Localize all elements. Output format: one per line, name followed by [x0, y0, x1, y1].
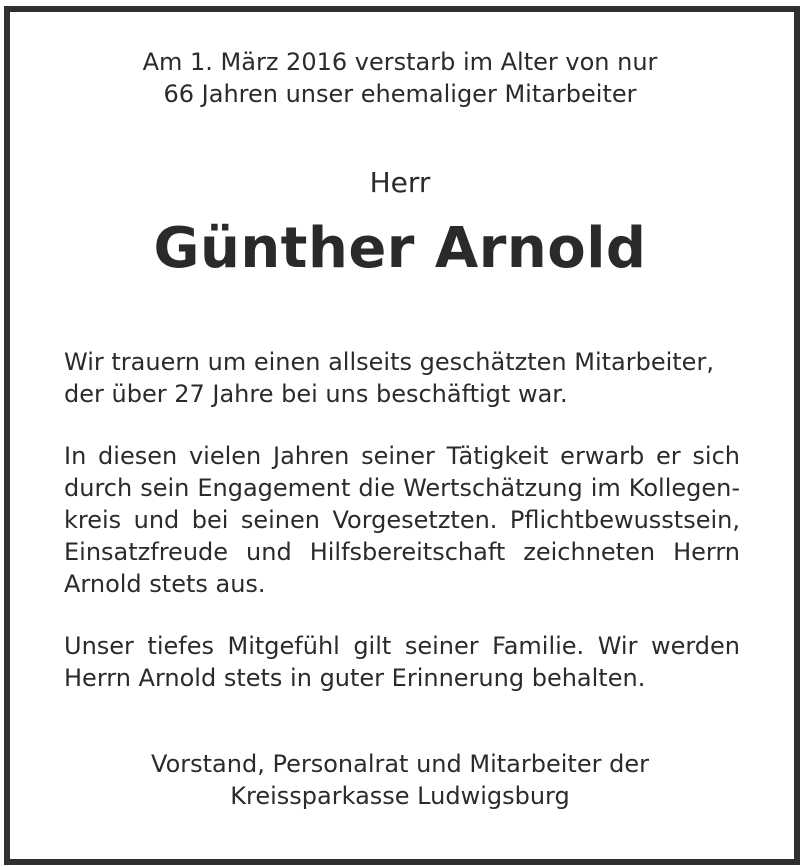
- paragraph-line: Arnold stets aus.: [64, 570, 266, 598]
- intro-line-2: 66 Jahren unser ehemaliger Mitarbeiter: [163, 80, 637, 108]
- paragraph-tribute: [64, 440, 740, 600]
- paragraph-condolence: [64, 346, 740, 410]
- paragraph-line: durch sein Engagement die Wertschätzung im Kollegen-: [64, 474, 740, 502]
- honorific: Herr: [369, 166, 431, 199]
- paragraph-sympathy: [64, 630, 740, 694]
- paragraph-line: Herrn Arnold stets in guter Erinnerung behalten.: [64, 664, 646, 692]
- signature-line-2: Kreissparkasse Ludwigsburg: [230, 782, 570, 810]
- paragraph-line: kreis und bei seinen Vorgesetzten. Pflichtbewusstsein,: [64, 506, 740, 534]
- intro-text: [0, 46, 800, 110]
- notice-border-frame: [4, 6, 800, 865]
- paragraph-line: der über 27 Jahre bei uns beschäftigt war.: [64, 380, 568, 408]
- paragraph-line: In diesen vielen Jahren seiner Tätigkeit erwarb er sich: [64, 442, 740, 470]
- deceased-name: Günther Arnold: [153, 216, 647, 281]
- intro-line-1: Am 1. März 2016 verstarb im Alter von nur: [142, 48, 658, 76]
- paragraph-line: Einsatzfreude und Hilfsbereitschaft zeichneten Herrn: [64, 538, 740, 566]
- paragraph-line: Unser tiefes Mitgefühl gilt seiner Familie. Wir werden: [64, 632, 740, 660]
- signature-block: [0, 748, 800, 812]
- signature-line-1: Vorstand, Personalrat und Mitarbeiter der: [151, 750, 649, 778]
- paragraph-line: Wir trauern um einen allseits geschätzten Mitarbeiter,: [64, 348, 714, 376]
